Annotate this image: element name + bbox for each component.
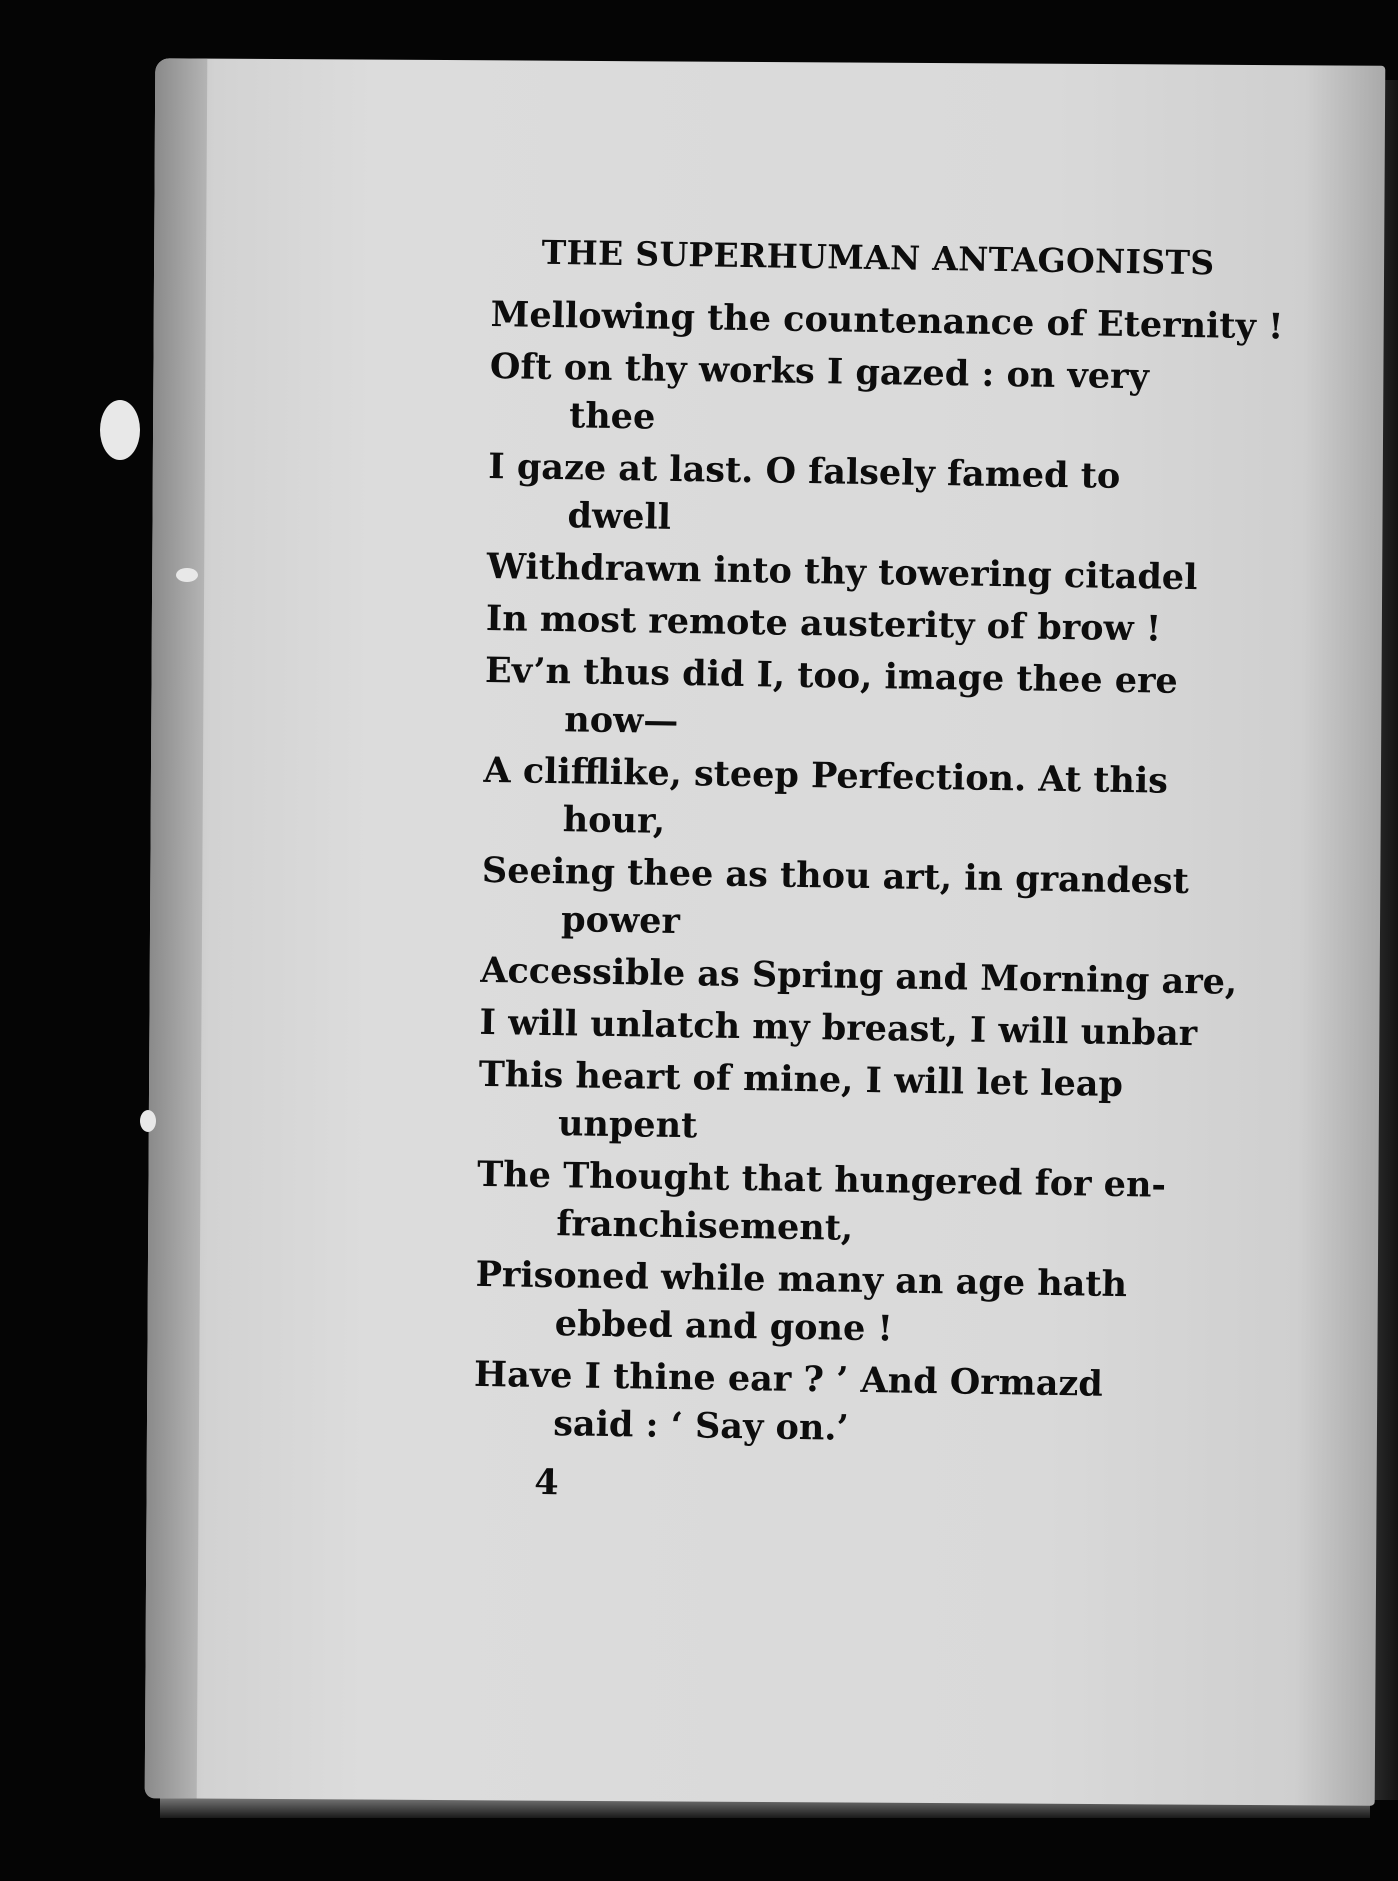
poem-line-text: Seeing thee as thou art, in grandest <box>481 849 1190 903</box>
poem-line-continuation: ebbed and gone ! <box>554 1303 894 1350</box>
poem-line-text: The Thought that hungered for en- <box>476 1153 1167 1206</box>
poem-line-continuation: franchisement, <box>556 1203 854 1249</box>
poem-line-text: Ev’n thus did I, too, image thee ere <box>484 649 1179 702</box>
poem-line-text: Prisoned while many an age hath <box>475 1253 1128 1306</box>
poem-text-block <box>472 232 1284 1513</box>
poem-line <box>474 1251 1195 1358</box>
page-number: 4 <box>534 1461 560 1504</box>
poem-line-continuation: unpent <box>557 1103 698 1147</box>
poem-line-continuation: dwell <box>567 495 672 538</box>
poem-line-text: Oft on thy works I gazed : on very <box>489 345 1150 398</box>
poem-line-continuation: now— <box>564 699 679 742</box>
poem-line-continuation: hour, <box>562 799 666 842</box>
poem-line-continuation: thee <box>568 395 656 438</box>
poem-lines <box>473 291 1284 1458</box>
poem-line <box>486 543 1207 602</box>
poem-line <box>484 647 1205 754</box>
poem-line <box>481 847 1202 954</box>
poem-line <box>489 343 1210 450</box>
poem-line-text: I will unlatch my breast, I will unbar <box>479 1001 1198 1055</box>
poem-line-text: A clifflike, steep Perfection. At this <box>483 749 1169 802</box>
poem-line-text: Accessible as Spring and Morning are, <box>480 949 1238 1003</box>
poem-line <box>490 291 1284 350</box>
running-title: THE SUPERHUMAN ANTAGONISTS <box>541 232 1215 283</box>
poem-line <box>478 1051 1199 1158</box>
poem-line <box>487 443 1208 550</box>
poem-line <box>476 1151 1197 1258</box>
poem-line <box>482 747 1203 854</box>
scan-speck <box>176 568 198 582</box>
poem-line-text: Withdrawn into thy towering citadel <box>486 545 1198 599</box>
poem-line-text: Mellowing the countenance of Eternity ! <box>490 293 1284 348</box>
scan-speck <box>140 1110 156 1132</box>
poem-line <box>486 595 1207 654</box>
poem-line-text: I gaze at last. O falsely famed to <box>487 445 1121 497</box>
poem-line-text: In most remote austerity of brow ! <box>485 597 1162 650</box>
scan-speck <box>100 400 140 460</box>
poem-line-text: Have I thine ear ? ’ And Ormazd <box>473 1353 1104 1405</box>
poem-line <box>480 947 1238 1006</box>
poem-line-text: This heart of mine, I will let leap <box>478 1053 1124 1106</box>
page-left-edge <box>145 58 208 1798</box>
poem-line <box>479 999 1200 1058</box>
poem-line-continuation: power <box>560 899 681 943</box>
poem-line <box>473 1351 1194 1458</box>
poem-line-continuation: said : ‘ Say on.’ <box>552 1403 850 1449</box>
